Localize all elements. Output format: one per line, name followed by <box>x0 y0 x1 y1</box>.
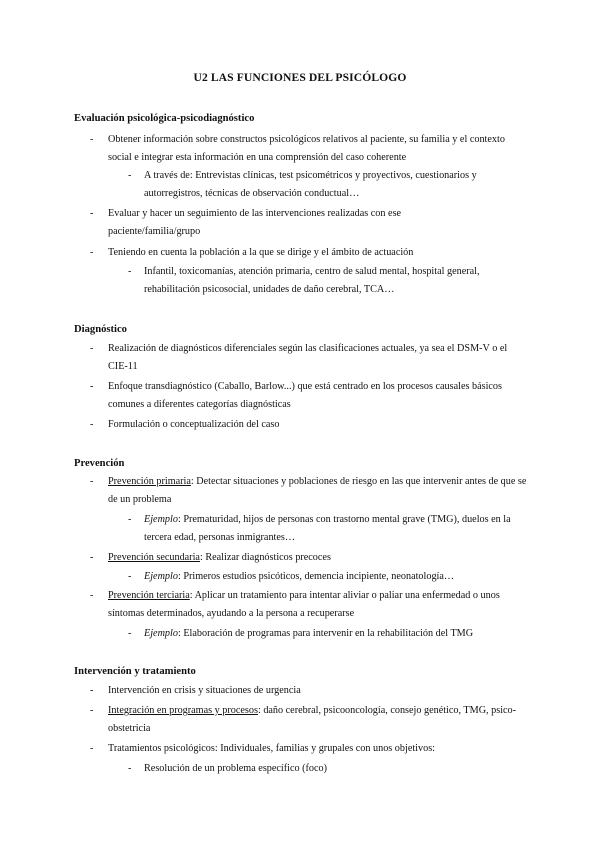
section-heading-evaluacion: Evaluación psicológica-psicodiagnóstico <box>74 113 255 124</box>
bullet-dash: - <box>90 685 94 696</box>
underlined-term: Prevención secundaria <box>108 552 200 563</box>
list-item-prevencion-secundaria <box>108 549 528 567</box>
item-text: : Detectar situaciones y poblaciones de riesgo en las que intervenir antes de que se de un problema <box>108 476 527 506</box>
bullet-dash: - <box>128 266 132 277</box>
bullet-dash: - <box>128 628 132 639</box>
italic-term: Ejemplo <box>144 514 178 525</box>
item-text: : Prematuridad, hijos de personas con trastorno mental grave (TMG), duelos en la tercera edad, personas inmigrantes… <box>144 514 511 544</box>
bullet-dash: - <box>90 476 94 487</box>
italic-term: Ejemplo <box>144 571 178 582</box>
list-item: Formulación o conceptualización del caso <box>108 419 280 430</box>
bullet-dash: - <box>90 343 94 354</box>
bullet-dash: - <box>90 208 94 219</box>
item-text: : Elaboración de programas para intervenir en la rehabilitación del TMG <box>177 628 474 639</box>
list-item: Tratamientos psicológicos: Individuales, familias y grupales con unos objetivos: <box>108 743 435 754</box>
underlined-term: Prevención terciaria <box>108 590 190 601</box>
bullet-dash: - <box>90 743 94 754</box>
list-item-prevencion-primaria <box>108 473 528 509</box>
item-text: : Primeros estudios psicóticos, demencia incipiente, neonatología… <box>177 571 455 582</box>
item-text: : Aplicar un tratamiento para intentar aliviar o paliar una enfermedad o unos síntomas determinados, ayudando a la persona a recuperarse <box>108 590 500 620</box>
list-subitem: Resolución de un problema específico (foco) <box>144 763 328 774</box>
list-subitem: Infantil, toxicomanías, atención primaria, centro de salud mental, hospital general, rehabilitación psicosocial, unidades de daño cerebral, TCA… <box>144 266 480 296</box>
list-subitem <box>144 568 529 586</box>
list-subitem <box>144 625 529 643</box>
list-item: Intervención en crisis y situaciones de urgencia <box>108 685 301 696</box>
bullet-dash: - <box>90 134 94 145</box>
bullet-dash: - <box>128 571 132 582</box>
bullet-dash: - <box>90 381 94 392</box>
bullet-dash: - <box>90 247 94 258</box>
item-text: : Realizar diagnósticos precoces <box>199 552 331 563</box>
list-subitem <box>144 511 529 547</box>
list-item: Realización de diagnósticos diferenciales según las clasificaciones actuales, ya sea el DSM-V o el CIE-11 <box>108 343 508 373</box>
list-item: Evaluar y hacer un seguimiento de las intervenciones realizadas con ese paciente/familia/grupo <box>108 208 402 238</box>
bullet-dash: - <box>90 419 94 430</box>
list-item: Obtener información sobre constructos psicológicos relativos al paciente, su familia y el contexto social e integrar esta información en una comprensión del caso coherente <box>108 134 505 164</box>
list-item-integracion <box>108 702 528 738</box>
item-text: : daño cerebral, psicooncología, consejo genético, TMG, psico-obstetricia <box>108 705 517 735</box>
section-heading-prevencion: Prevención <box>74 458 125 469</box>
underlined-term: Integración en programas y procesos <box>108 705 258 716</box>
list-item-prevencion-terciaria <box>108 587 528 623</box>
list-subitem: A través de: Entrevistas clínicas, test psicométricos y proyectivos, cuestionarios y autorregistros, técnicas de observación conductual… <box>144 170 477 200</box>
italic-term: Ejemplo <box>144 628 178 639</box>
bullet-dash: - <box>128 170 132 181</box>
underlined-term: Prevención primaria <box>108 476 191 487</box>
bullet-dash: - <box>90 705 94 716</box>
page-title: U2 LAS FUNCIONES DEL PSICÓLOGO <box>193 71 407 84</box>
list-item: Enfoque transdiagnóstico (Caballo, Barlow...) que está centrado en los procesos causales básicos comunes a diferentes categorías diagnósticas <box>108 381 502 411</box>
bullet-dash: - <box>128 514 132 525</box>
bullet-dash: - <box>90 552 94 563</box>
section-heading-intervencion: Intervención y tratamiento <box>74 666 196 677</box>
section-heading-diagnostico: Diagnóstico <box>74 324 127 335</box>
bullet-dash: - <box>128 763 132 774</box>
bullet-dash: - <box>90 590 94 601</box>
list-item: Teniendo en cuenta la población a la que se dirige y el ámbito de actuación <box>108 247 414 258</box>
